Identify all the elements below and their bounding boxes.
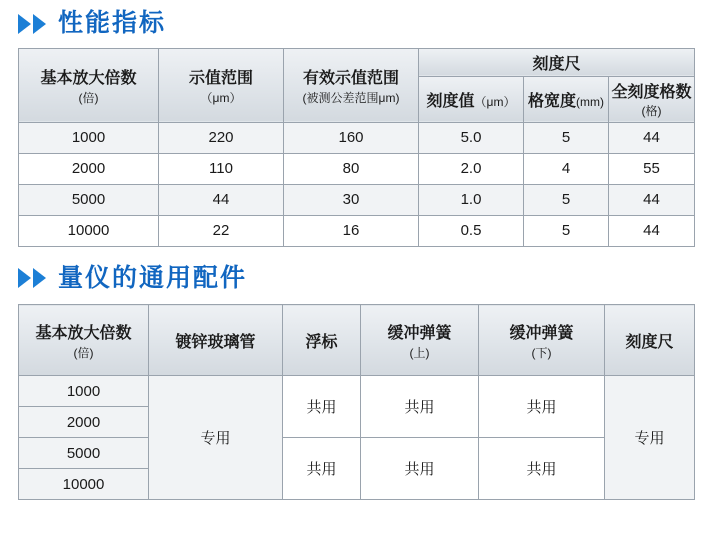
- cell-spring-upper-2: 共用: [361, 438, 479, 500]
- table-header-row: [19, 48, 695, 76]
- cell-grid-width: 5: [524, 122, 609, 153]
- header-total-grids: 全刻度格数(格): [609, 76, 695, 122]
- cell-scale-ruler: 专用: [605, 376, 695, 500]
- section-title: 量仪的通用配件: [58, 263, 248, 292]
- section-title: 性能指标: [58, 9, 167, 37]
- double-arrow-icon: [18, 14, 46, 34]
- cell-total-grids: 44: [609, 122, 695, 153]
- cell-magnification: 5000: [19, 184, 159, 215]
- header-grid-width: 格宽度(mm): [524, 76, 609, 122]
- header-scale-ruler: 刻度尺: [605, 305, 695, 376]
- header-buffer-spring-lower: 缓冲弹簧 (下): [479, 305, 605, 376]
- cell-grid-width: 5: [524, 184, 609, 215]
- section-heading-accessories: [18, 247, 694, 293]
- cell-scale-value: 1.0: [419, 184, 524, 215]
- cell-spring-lower-2: 共用: [479, 438, 605, 500]
- cell-scale-value: 5.0: [419, 122, 524, 153]
- cell-range: 44: [159, 184, 284, 215]
- cell-magnification: 10000: [19, 469, 149, 500]
- cell-magnification: 2000: [19, 153, 159, 184]
- cell-spring-lower-1: 共用: [479, 376, 605, 438]
- header-indication-range: 示值范围 （μm）: [159, 48, 284, 122]
- cell-range: 110: [159, 153, 284, 184]
- table-row: [19, 215, 695, 246]
- header-effective-range: 有效示值范围 (被测公差范围μm): [284, 48, 419, 122]
- section-heading-performance: [18, 0, 694, 38]
- cell-effective-range: 30: [284, 184, 419, 215]
- table-header-row: [19, 305, 695, 376]
- cell-magnification: 10000: [19, 215, 159, 246]
- header-float: 浮标: [283, 305, 361, 376]
- cell-magnification: 2000: [19, 407, 149, 438]
- cell-effective-range: 160: [284, 122, 419, 153]
- cell-scale-value: 0.5: [419, 215, 524, 246]
- cell-effective-range: 80: [284, 153, 419, 184]
- table-row: [19, 153, 695, 184]
- cell-effective-range: 16: [284, 215, 419, 246]
- cell-range: 220: [159, 122, 284, 153]
- double-arrow-icon: [18, 268, 46, 288]
- arrow-icon: [33, 14, 46, 34]
- table-row: [19, 184, 695, 215]
- cell-spring-upper-1: 共用: [361, 376, 479, 438]
- header-buffer-spring-upper: 缓冲弹簧 (上): [361, 305, 479, 376]
- header-magnification: 基本放大倍数 (倍): [19, 48, 159, 122]
- cell-scale-value: 2.0: [419, 153, 524, 184]
- table-row: [19, 438, 695, 469]
- header-scale-group: 刻度尺: [419, 48, 695, 76]
- accessories-table: [18, 304, 695, 500]
- cell-total-grids: 44: [609, 184, 695, 215]
- table-row: [19, 376, 695, 407]
- cell-total-grids: 44: [609, 215, 695, 246]
- cell-float-lower: 共用: [283, 438, 361, 500]
- arrow-icon: [18, 268, 31, 288]
- cell-magnification: 1000: [19, 376, 149, 407]
- cell-magnification: 5000: [19, 438, 149, 469]
- cell-range: 22: [159, 215, 284, 246]
- cell-glass-tube: 专用: [149, 376, 283, 500]
- header-glass-tube: 镀锌玻璃管: [149, 305, 283, 376]
- arrow-icon: [33, 268, 46, 288]
- arrow-icon: [18, 14, 31, 34]
- header-magnification: 基本放大倍数 (倍): [19, 305, 149, 376]
- cell-grid-width: 5: [524, 215, 609, 246]
- performance-table: [18, 48, 695, 247]
- cell-magnification: 1000: [19, 122, 159, 153]
- header-scale-value: 刻度值（μm）: [419, 76, 524, 122]
- table-row: [19, 122, 695, 153]
- cell-total-grids: 55: [609, 153, 695, 184]
- cell-float-upper: 共用: [283, 376, 361, 438]
- cell-grid-width: 4: [524, 153, 609, 184]
